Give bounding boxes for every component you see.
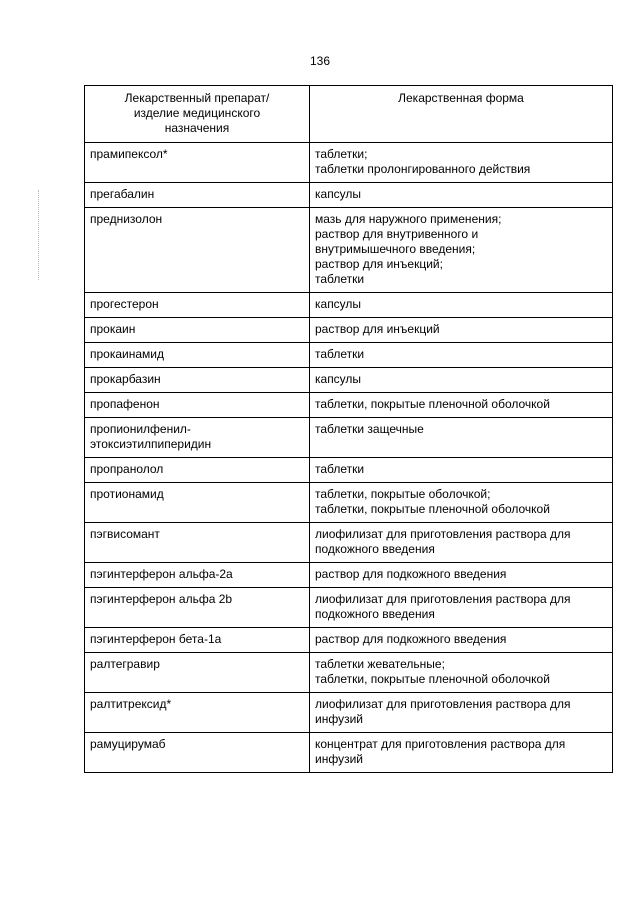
table-row (85, 208, 613, 293)
table-row (85, 653, 613, 693)
dosage-form-cell: раствор для подкожного введения (310, 628, 613, 653)
table-row (85, 733, 613, 773)
dosage-form-cell: мазь для наружного применения; раствор для внутривенного и внутримышечного введения; раствор для инъекций; таблетки (310, 208, 613, 293)
dosage-form-cell: концентрат для приготовления раствора для инфузий (310, 733, 613, 773)
drug-name-cell: прокаинамид (85, 343, 310, 368)
dosage-form-cell: капсулы (310, 183, 613, 208)
drug-name-cell: прокаин (85, 318, 310, 343)
table-row (85, 318, 613, 343)
dosage-form-cell: лиофилизат для приготовления раствора для подкожного введения (310, 588, 613, 628)
dosage-form-cell: раствор для инъекций (310, 318, 613, 343)
dosage-form-cell: таблетки защечные (310, 418, 613, 458)
table-header-row (85, 86, 613, 143)
table-row (85, 523, 613, 563)
table-row (85, 458, 613, 483)
table-row (85, 588, 613, 628)
drug-name-cell: пропафенон (85, 393, 310, 418)
drug-name-cell: пэгинтерферон альфа-2а (85, 563, 310, 588)
drug-name-cell: ралтегравир (85, 653, 310, 693)
drug-name-cell: пропионилфенил- этоксиэтилпиперидин (85, 418, 310, 458)
table-row (85, 393, 613, 418)
table-row (85, 143, 613, 183)
drug-name-cell: ралтитрексид* (85, 693, 310, 733)
table-row (85, 563, 613, 588)
dosage-form-cell: таблетки, покрытые пленочной оболочкой (310, 393, 613, 418)
drug-name-cell: пропранолол (85, 458, 310, 483)
scan-margin-mark (38, 190, 40, 280)
drug-name-cell: прокарбазин (85, 368, 310, 393)
drug-name-cell: преднизолон (85, 208, 310, 293)
dosage-form-cell: лиофилизат для приготовления раствора для инфузий (310, 693, 613, 733)
dosage-form-cell: раствор для подкожного введения (310, 563, 613, 588)
dosage-form-cell: таблетки (310, 343, 613, 368)
table-row (85, 693, 613, 733)
page-number: 136 (309, 54, 331, 68)
dosage-form-cell: таблетки, покрытые оболочкой; таблетки, покрытые пленочной оболочкой (310, 483, 613, 523)
table-row (85, 183, 613, 208)
header-drug: Лекарственный препарат/ изделие медицинского назначения (85, 86, 310, 143)
drug-name-cell: протионамид (85, 483, 310, 523)
table-row (85, 483, 613, 523)
table-row (85, 368, 613, 393)
dosage-form-cell: капсулы (310, 293, 613, 318)
dosage-form-cell: таблетки жевательные; таблетки, покрытые пленочной оболочкой (310, 653, 613, 693)
dosage-form-cell: капсулы (310, 368, 613, 393)
drug-name-cell: пэгинтерферон альфа 2b (85, 588, 310, 628)
table-row (85, 293, 613, 318)
drug-name-cell: прегабалин (85, 183, 310, 208)
dosage-form-cell: таблетки; таблетки пролонгированного действия (310, 143, 613, 183)
drug-name-cell: прамипексол* (85, 143, 310, 183)
table-row (85, 628, 613, 653)
drug-name-cell: рамуцирумаб (85, 733, 310, 773)
header-form: Лекарственная форма (310, 86, 613, 143)
drug-name-cell: прогестерон (85, 293, 310, 318)
dosage-form-cell: лиофилизат для приготовления раствора для подкожного введения (310, 523, 613, 563)
drug-name-cell: пэгвисомант (85, 523, 310, 563)
dosage-form-cell: таблетки (310, 458, 613, 483)
table-row (85, 343, 613, 368)
drug-table (84, 85, 613, 773)
drug-name-cell: пэгинтерферон бета-1а (85, 628, 310, 653)
table-row (85, 418, 613, 458)
